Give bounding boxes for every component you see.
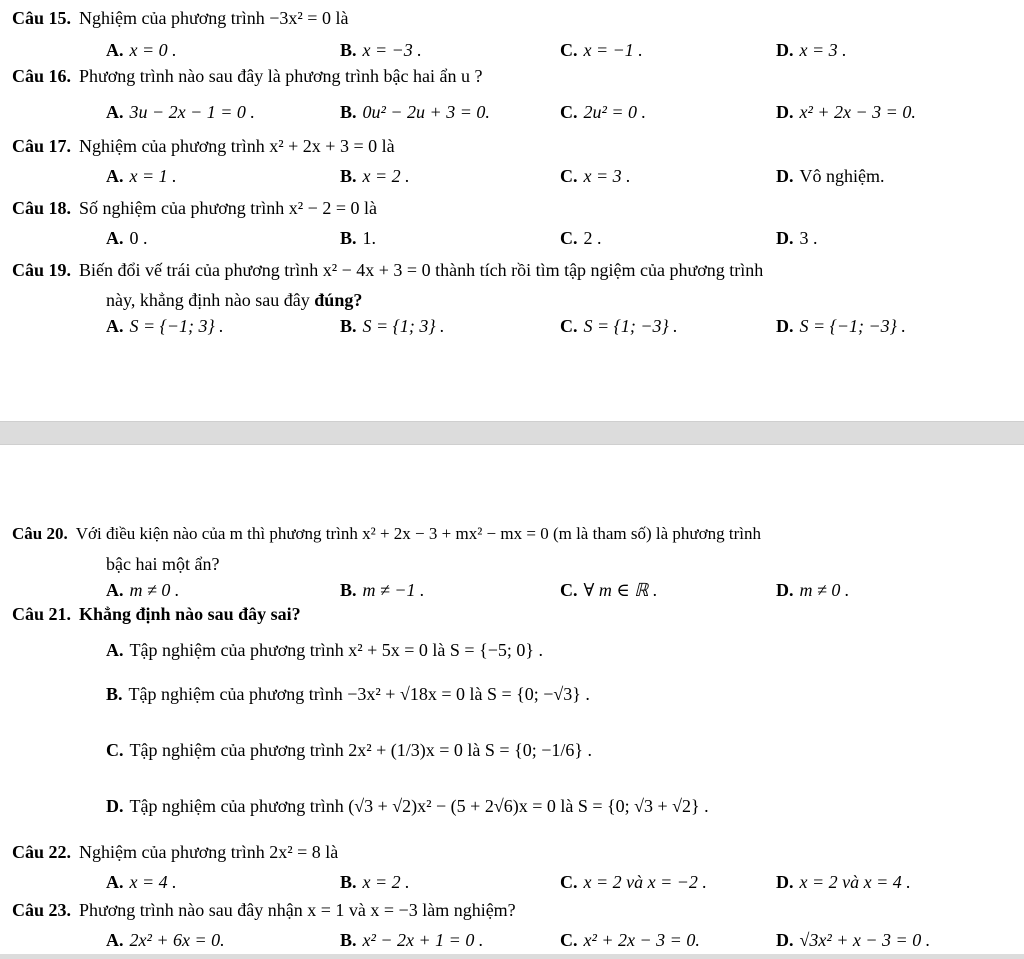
question-label: Câu 20. <box>12 524 68 543</box>
option-c: C. S = {1; −3} . <box>560 316 678 336</box>
question-text: Nghiệm của phương trình x² + 2x + 3 = 0 là <box>79 136 395 156</box>
option-c: C. x = −1 . <box>560 40 643 60</box>
question-23 <box>12 900 516 921</box>
question-text: Biến đổi vế trái của phương trình x² − 4x + 3 = 0 thành tích rồi tìm tập ngiệm của phương trình <box>79 260 764 280</box>
question-text: Khẳng định nào sau đây sai? <box>79 604 301 624</box>
question-label: Câu 18. <box>12 198 72 218</box>
question-label: Câu 16. <box>12 66 72 86</box>
option-c: C. x = 2 và x = −2 . <box>560 872 707 892</box>
option-d: D. x² + 2x − 3 = 0. <box>776 102 916 122</box>
page-break-separator <box>0 421 1024 445</box>
option-c: C. 2u² = 0 . <box>560 102 647 122</box>
option-c: C. 2 . <box>560 228 602 248</box>
option-a: A. x = 0 . <box>106 40 177 60</box>
option-b: B. x = 2 . <box>340 872 410 892</box>
question-19-continuation: này, khẳng định nào sau đây đúng? <box>106 290 363 310</box>
question-17 <box>12 136 395 157</box>
option-d: D. m ≠ 0 . <box>776 580 850 600</box>
question-text: Với điều kiện nào của m thì phương trình x² + 2x − 3 + mx² − mx = 0 (m là tham số) là phương trình <box>75 524 761 543</box>
option-b: B. x = −3 . <box>340 40 422 60</box>
question-15 <box>12 8 348 29</box>
option-b: B. x² − 2x + 1 = 0 . <box>340 930 484 950</box>
option-d: D. Tập nghiệm của phương trình (√3 + √2)x² − (5 + 2√6)x = 0 là S = {0; √3 + √2} . <box>106 796 709 816</box>
question-16 <box>12 66 482 87</box>
question-text: Phương trình nào sau đây nhận x = 1 và x = −3 làm nghiệm? <box>79 900 516 920</box>
option-d: D. Vô nghiệm. <box>776 166 885 186</box>
option-a: A. Tập nghiệm của phương trình x² + 5x = 0 là S = {−5; 0} . <box>106 640 544 660</box>
option-a: A. x = 4 . <box>106 872 177 892</box>
option-a: A. 3u − 2x − 1 = 0 . <box>106 102 255 122</box>
question-22 <box>12 842 338 863</box>
question-label: Câu 17. <box>12 136 72 156</box>
option-a: A. 2x² + 6x = 0. <box>106 930 225 950</box>
option-a: A. 0 . <box>106 228 148 248</box>
question-21 <box>12 604 301 625</box>
option-a: A. m ≠ 0 . <box>106 580 180 600</box>
question-text: Nghiệm của phương trình 2x² = 8 là <box>79 842 339 862</box>
question-label: Câu 22. <box>12 842 72 862</box>
question-20 <box>12 524 761 544</box>
option-c: C. x = 3 . <box>560 166 631 186</box>
option-c: C. Tập nghiệm của phương trình 2x² + (1/3)x = 0 là S = {0; −1/6} . <box>106 740 592 760</box>
option-b: B. m ≠ −1 . <box>340 580 425 600</box>
option-d: D. √3x² + x − 3 = 0 . <box>776 930 931 950</box>
question-label: Câu 15. <box>12 8 72 28</box>
question-text: Số nghiệm của phương trình x² − 2 = 0 là <box>79 198 377 218</box>
option-d: D. S = {−1; −3} . <box>776 316 906 336</box>
option-d: D. 3 . <box>776 228 818 248</box>
option-c: C. ∀ m ∈ ℝ . <box>560 580 658 600</box>
option-b: B. x = 2 . <box>340 166 410 186</box>
question-label: Câu 23. <box>12 900 72 920</box>
option-b: B. Tập nghiệm của phương trình −3x² + √18x = 0 là S = {0; −√3} . <box>106 684 590 704</box>
option-c: C. x² + 2x − 3 = 0. <box>560 930 700 950</box>
option-d: D. x = 3 . <box>776 40 847 60</box>
option-b: B. 1. <box>340 228 377 248</box>
question-20-continuation: bậc hai một ẩn? <box>106 554 220 574</box>
question-19 <box>12 260 763 281</box>
option-a: A. S = {−1; 3} . <box>106 316 224 336</box>
option-a: A. x = 1 . <box>106 166 177 186</box>
page-bottom-separator <box>0 954 1024 959</box>
question-label: Câu 21. <box>12 604 72 624</box>
option-b: B. S = {1; 3} . <box>340 316 445 336</box>
question-label: Câu 19. <box>12 260 72 280</box>
option-b: B. 0u² − 2u + 3 = 0. <box>340 102 490 122</box>
option-d: D. x = 2 và x = 4 . <box>776 872 911 892</box>
question-18 <box>12 198 377 219</box>
question-text: Nghiệm của phương trình −3x² = 0 là <box>79 8 349 28</box>
question-text: Phương trình nào sau đây là phương trình bậc hai ẩn u ? <box>79 66 483 86</box>
